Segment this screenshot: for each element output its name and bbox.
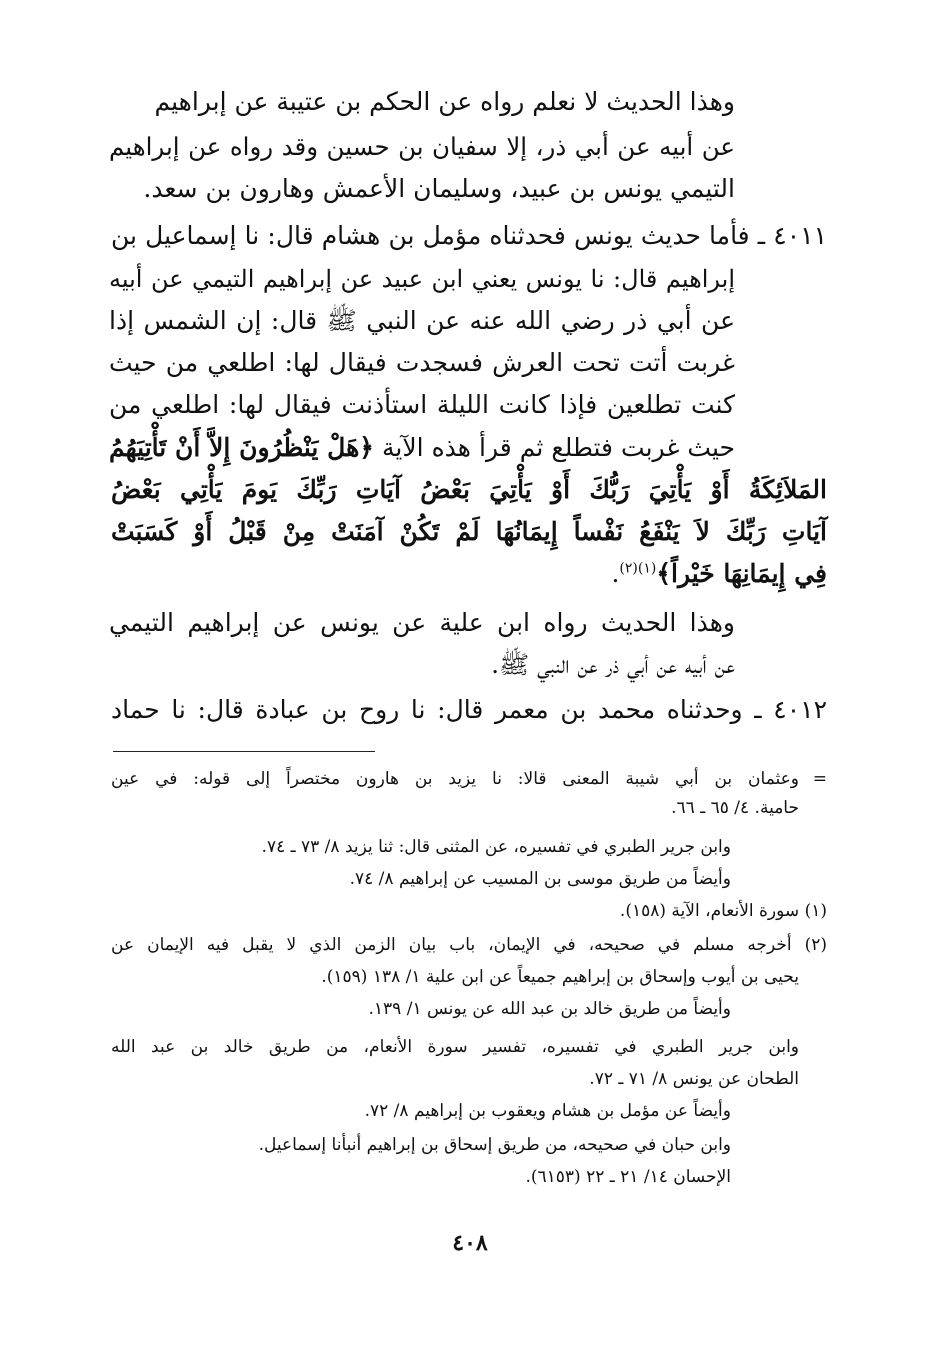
main-text-line: وهذا الحديث رواه ابن علية عن يونس عن إبراهيم التيمي (109, 608, 735, 637)
footnote-line: وأيضاً عن مؤمل بن هشام ويعقوب بن إبراهيم ٨/ ٧٢. (364, 1101, 731, 1121)
main-text-line: كنت تطلعين فإذا كانت الليلة استأذنت فيقال لها: اطلعي من (109, 390, 735, 419)
main-text-line: عن أبيه عن أبي ذر عن النبي ﷺ. (491, 650, 735, 679)
footnote-reference: (١)(٢) (619, 560, 657, 577)
footnote-divider (113, 751, 375, 752)
main-text-line: التيمي يونس بن عبيد، وسليمان الأعمش وهارون بن سعد. (143, 174, 735, 203)
hadith-4011-first-line: ٤٠١١ ـ فأما حديث يونس فحدثناه مؤمل بن هشام قال: نا إسماعيل بن (111, 221, 827, 250)
main-text-line: عن أبي ذر رضي الله عنه عن النبي ﷺ قال: إن الشمس إذا (109, 306, 735, 335)
hadith-4012-first-line: ٤٠١٢ ـ وحدثناه محمد بن معمر قال: نا روح بن عبادة قال: نا حماد (111, 695, 827, 724)
sentence-end: . (611, 559, 620, 588)
footnote-line: الطحان عن يونس ٨/ ٧١ ـ ٧٢. (589, 1069, 799, 1089)
footnote-1: (١) سورة الأنعام، الآية (١٥٨). (619, 901, 827, 921)
footnote-line: الإحسان ١٤/ ٢١ ـ ٢٢ (٦١٥٣). (525, 1167, 731, 1187)
footnote-line: وابن جرير الطبري في تفسيره، تفسير سورة الأنعام، من طريق خالد بن عبد الله (111, 1037, 799, 1057)
quran-verse-line: آيَاتِ رَبِّكَ لاَ يَنْفَعُ نَفْساً إِيمَانُهَا لَمْ تَكُنْ آمَنَتْ مِنْ قَبْلُ أَوْ كَسَبَتْ (111, 517, 827, 546)
main-text-line: عن أبيه عن أبي ذر، إلا سفيان بن حسين وقد رواه عن إبراهيم (109, 132, 735, 161)
quran-verse-line: المَلاَئِكَةُ أَوْ يَأْتِيَ رَبُّكَ أَوْ يَأْتِيَ بَعْضُ آيَاتِ رَبِّكَ يَومَ يَأْتِي بَعْضُ (111, 475, 827, 504)
main-text-line: غربت أتت تحت العرش فسجدت فيقال لها: اطلعي من حيث (109, 348, 735, 377)
footnote-line: وابن جرير الطبري في تفسيره، عن المثنى قال: ثنا يزيد ٨/ ٧٣ ـ ٧٤. (261, 837, 731, 857)
main-text-line-with-verse (109, 428, 735, 468)
footnote-line: حامية. ٤/ ٦٥ ـ ٦٦. (671, 798, 799, 818)
footnote-line: وعثمان بن أبي شيبة المعنى قالا: نا يزيد بن هارون مختصراً إلى قوله: في عين (111, 769, 799, 789)
footnote-line: وأيضاً من طريق خالد بن عبد الله عن يونس ١/ ١٣٩. (368, 999, 731, 1019)
footnote-2: (٢) أخرجه مسلم في صحيحه، في الإيمان، باب بيان الزمن الذي لا يقبل فيه الإيمان عن (111, 935, 827, 955)
quran-verse-last-line (111, 554, 827, 594)
footnote-line: وأيضاً من طريق موسى بن المسيب عن إبراهيم ٨/ ٧٤. (349, 869, 731, 889)
main-text-segment: حيث غربت فتطلع ثم قرأ هذه الآية (381, 433, 735, 462)
main-text-line: إبراهيم قال: نا يونس يعني ابن عبيد عن إبراهيم التيمي عن أبيه (109, 265, 735, 293)
footnote-line: يحيى بن أيوب وإسحاق بن إبراهيم جميعاً عن ابن علية ١/ ١٣٨ (١٥٩). (321, 967, 799, 987)
quran-verse-segment: فِي إِيمَانِهَا خَيْراً﴾ (656, 559, 827, 588)
footnote-continuation-marker: = (812, 769, 827, 789)
quran-verse-segment: ﴿هَلْ يَنْظُرُونَ إِلاَّ أَنْ تَأْتِيَهُمُ (109, 433, 374, 462)
footnote-line: وابن حبان في صحيحه، من طريق إسحاق بن إبراهيم أنبأنا إسماعيل. (258, 1135, 731, 1155)
main-text-line: وهذا الحديث لا نعلم رواه عن الحكم بن عتيبة عن إبراهيم (154, 87, 735, 116)
page-number: ٤٠٨ (452, 1230, 488, 1256)
